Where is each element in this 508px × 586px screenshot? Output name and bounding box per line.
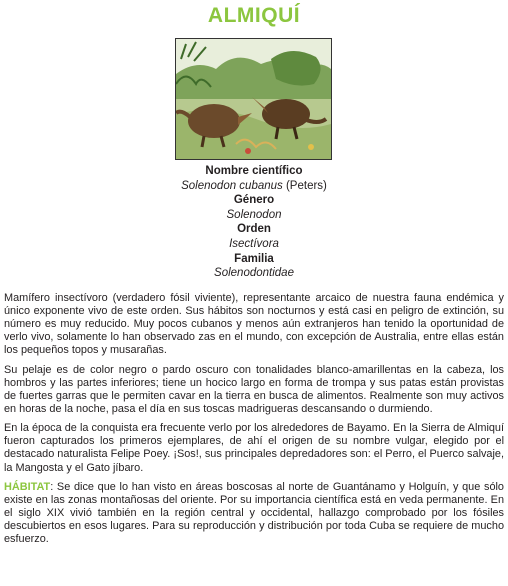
- family-value: Solenodontidae: [214, 267, 294, 280]
- paragraph-history: En la época de la conquista era frecuente verlo por los alrededores de Bayamo. En la Sierra de Almiquí fueron capturados los primeros ejemplares, de ahí el origen de su nombre vulgar, elegido por el destacado naturalista Felipe Poey. ¡Sos!, sus principales depredadores son: el Perro, el Puerco salvaje, la Mangosta y el Gato jíbaro.: [4, 422, 504, 474]
- scientific-name-label: Nombre científico: [205, 165, 303, 177]
- genus-label: Género: [233, 194, 275, 207]
- scientific-name-line: [0, 179, 508, 194]
- genus-value: Solenodon: [226, 208, 282, 221]
- habitat-text: : Se dice que lo han visto en áreas boscosas al norte de Guantánamo y Holguín, y que sólo existe en las zonas montañosas del oriente. Por su importancia científica está en veda permanente. En el siglo XIX vivió también en la región central y occidental, hallazgo comprobado por los fósiles descubiertos en esos lugares. Para su reproducción y distribución por toda Cuba se requiere de mucho esfuerzo.: [4, 480, 504, 546]
- page-title: ALMIQUÍ: [207, 4, 301, 27]
- almiqui-illustration: [175, 38, 332, 160]
- family-label: Familia: [234, 252, 274, 265]
- order-value: Isectívora: [229, 237, 279, 250]
- scientific-author: (Peters): [282, 179, 327, 192]
- taxonomy-block: [0, 164, 508, 281]
- scientific-name: Solenodon cubanus: [181, 179, 283, 192]
- article-body: [4, 292, 504, 552]
- paragraph-appearance: Su pelaje es de color negro o pardo oscuro con tonalidades blanco-amarillentas en la cabeza, los hombros y las partes inferiores; tiene un hocico largo en forma de trompa y sus patas están provistas de fuertes garras que le permiten cavar en la tierra en busca de alimentos. Realmente son muy activos en horas de la noche, pasa el día en sus toscas madrigueras descansando o durmiendo.: [4, 363, 504, 415]
- paragraph-description: Mamífero insectívoro (verdadero fósil viviente), representante arcaico de nuestra fauna endémica y único exponente vivo de este orden. Sus hábitos son nocturnos y está casi en peligro de extinción, su número es muy reducido. Muy pocos cubanos y menos aún extranjeros han tenido la oportunidad de verlo vivo, solamente lo han observado zas en el mundo, con excepción de Australia, entre ellas están los pequeños topos y musarañas.: [4, 292, 504, 357]
- paragraph-habitat: [4, 481, 504, 546]
- almiqui-drawing: [176, 39, 331, 159]
- habitat-label: HÁBITAT: [4, 480, 51, 493]
- order-label: Orden: [237, 223, 271, 236]
